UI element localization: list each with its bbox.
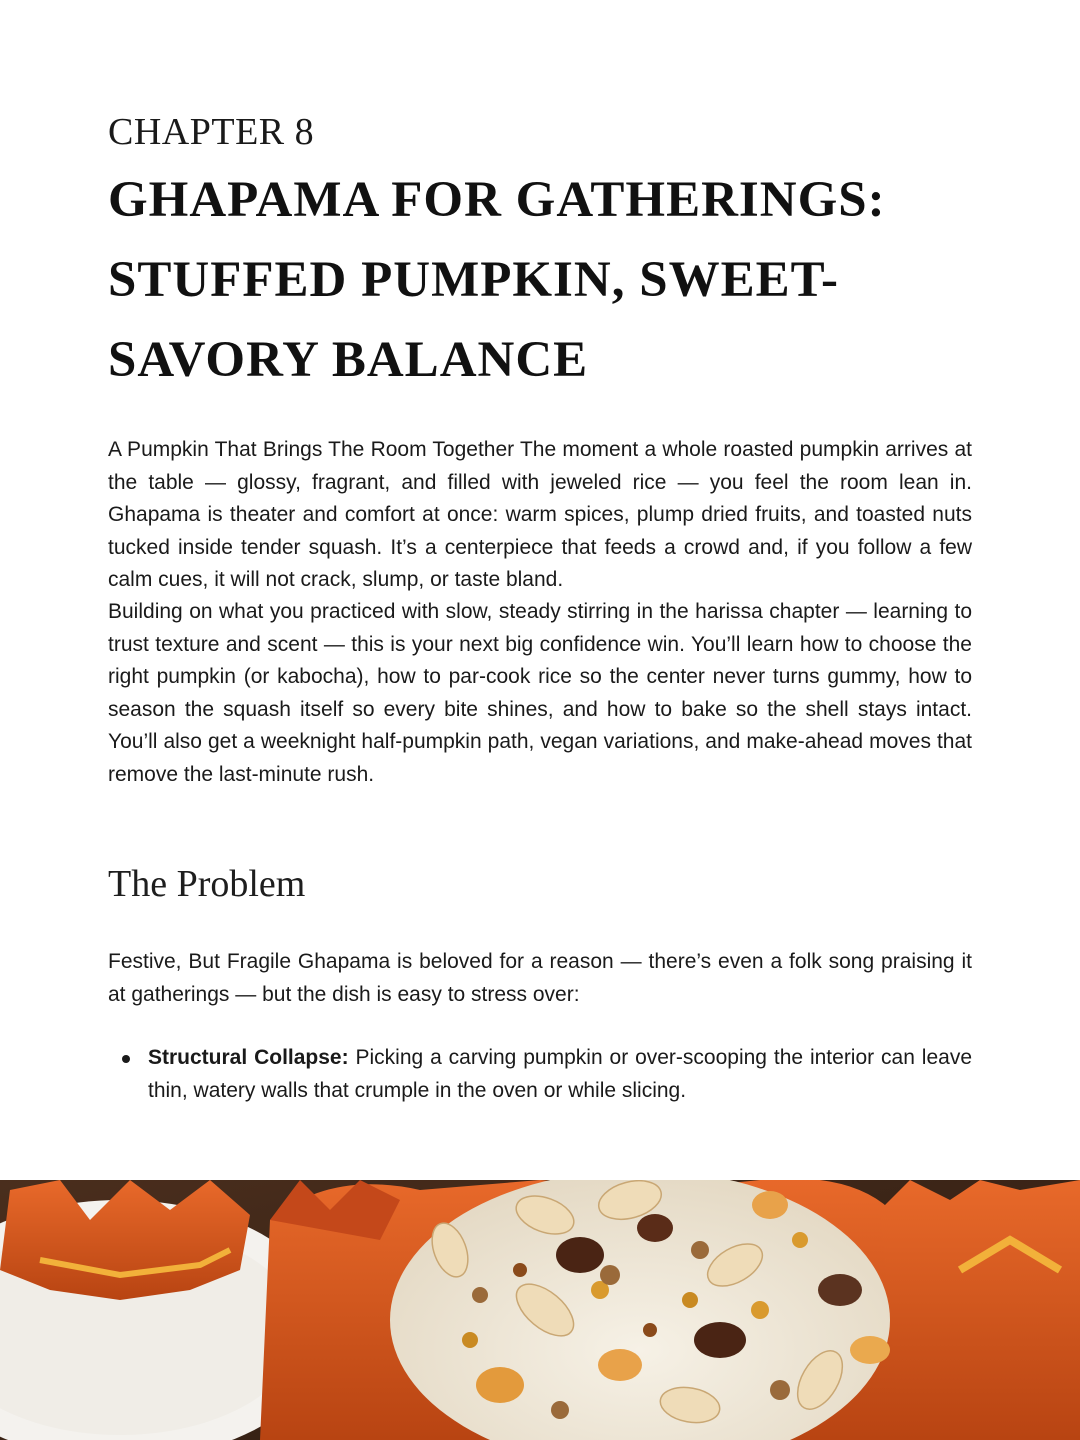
intro-paragraph: Building on what you practiced with slow, steady stirring in the harissa chapter — learning to trust texture and scent — this is your next big confidence win. You’ll learn how to choose the right pumpkin (or kabocha), how to par-cook rice so the center never turns gummy, how to season the squash itself so every bite shines, and how to bake so the shell stays intact. You’ll also get a weeknight half-pumpkin path, vegan variations, and make-ahead moves that remove the last-minute rush. bbox=[108, 600, 972, 786]
intro-paragraph: A Pumpkin That Brings The Room Together The moment a whole roasted pumpkin arrives at the table — glossy, fragrant, and filled with jeweled rice — you feel the room lean in. Ghapama is theater and comfort at once: warm spices, plump dried fruits, and toasted nuts tucked inside tender squash. It’s a centerpiece that feeds a crowd and, if you follow a few calm cues, it will not crack, slump, or taste bland. bbox=[108, 438, 972, 591]
problem-list bbox=[108, 1042, 972, 1107]
problem-paragraph: Festive, But Fragile Ghapama is beloved for a reason — there’s even a folk song praising it at gatherings — but the dish is easy to stress over: bbox=[108, 950, 972, 1006]
photo-illustration bbox=[0, 1180, 1080, 1440]
list-item bbox=[108, 1042, 972, 1107]
section-heading: The Problem bbox=[108, 863, 306, 905]
chapter-title: GHAPAMA FOR GATHERINGS: STUFFED PUMPKIN, SWEET-SAVORY BALANCE bbox=[108, 172, 886, 388]
pumpkin-right bbox=[880, 1180, 1080, 1440]
bullet-text: Picking a carving pumpkin or over-scooping the interior can leave thin, watery walls that crumple in the oven or while slicing. bbox=[148, 1046, 972, 1102]
stuffed-pumpkin-photo bbox=[0, 1180, 1080, 1440]
bullet-term: Structural Collapse: bbox=[148, 1046, 349, 1069]
chapter-label: CHAPTER 8 bbox=[108, 111, 315, 153]
bullet-dot-icon bbox=[122, 1055, 130, 1063]
